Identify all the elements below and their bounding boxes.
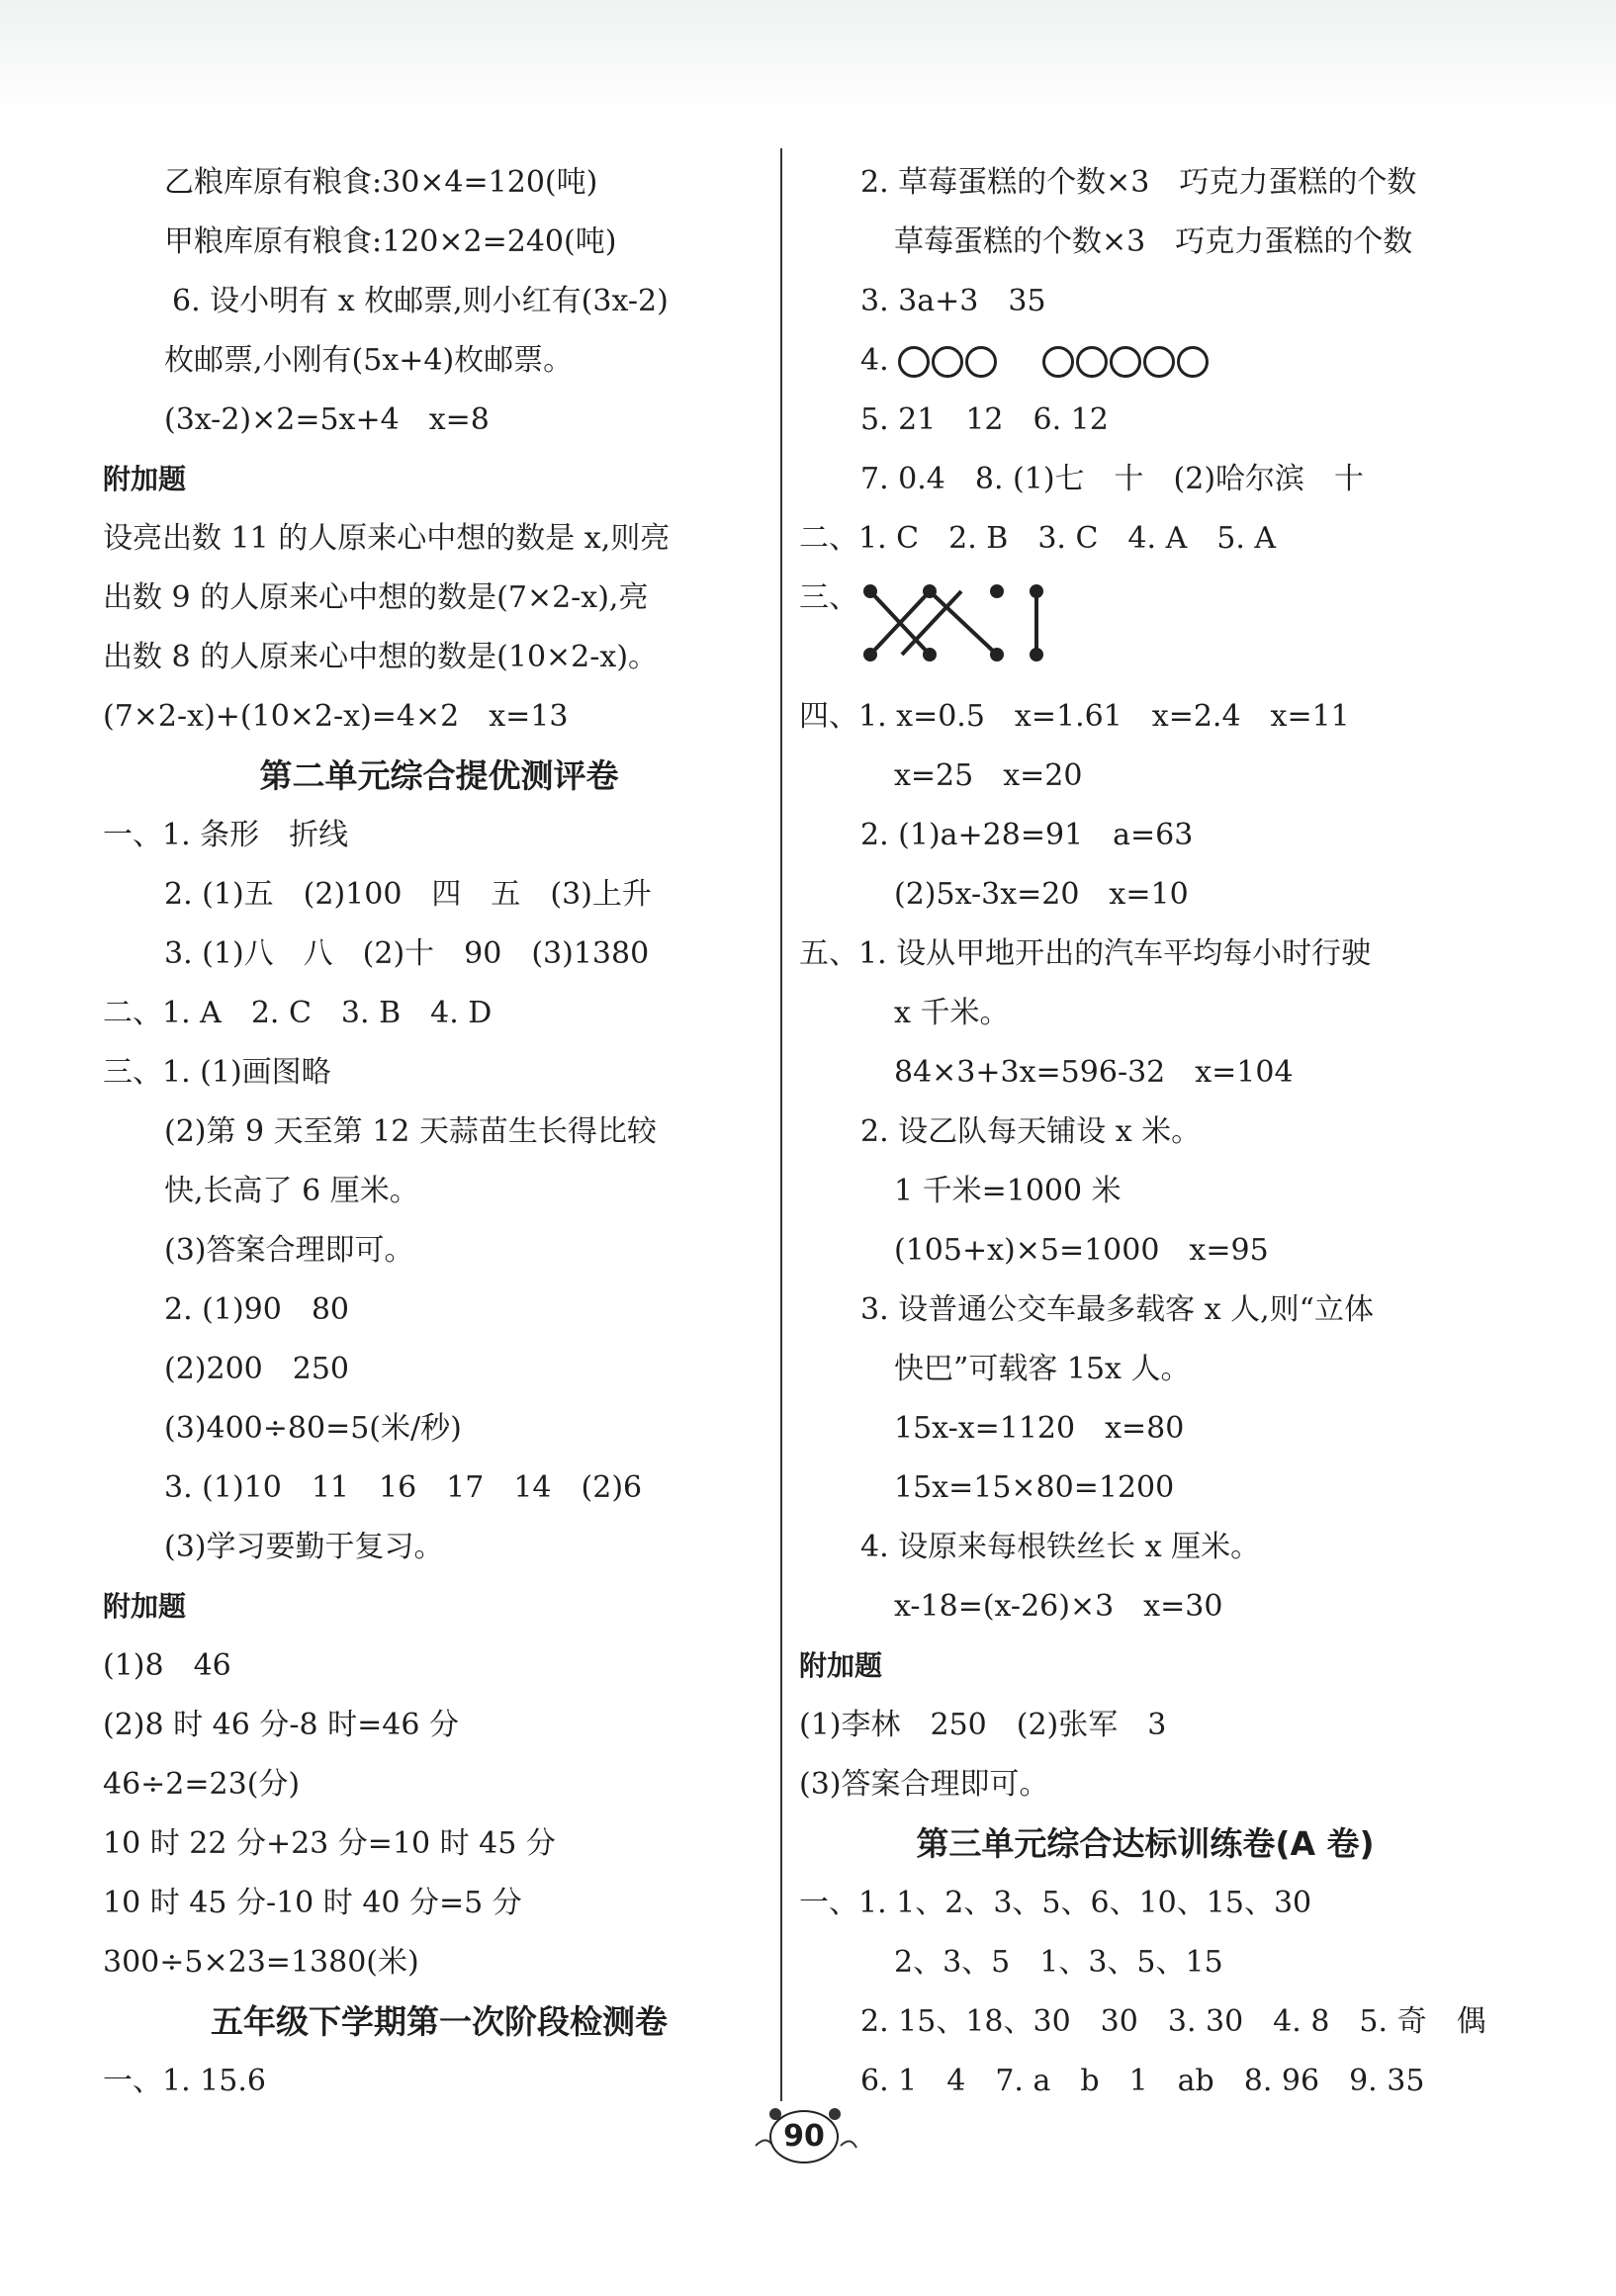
text-line: 3. 设普通公交车最多载客 x 人,则“立体 <box>860 1292 1375 1327</box>
text-line: 7. 0.4 8. (1)七 十 (2)哈尔滨 十 <box>860 462 1365 496</box>
text-line: 1 千米=1000 米 <box>894 1174 1122 1208</box>
text-line: (3x-2)×2=5x+4 x=8 <box>164 402 490 437</box>
text-line: 设亮出数 11 的人原来心中想的数是 x,则亮 <box>103 521 671 556</box>
text-line: 84×3+3x=596-32 x=104 <box>894 1055 1294 1090</box>
text-line: 草莓蛋糕的个数×3 巧克力蛋糕的个数 <box>894 224 1413 259</box>
text-line: 三、1. (1)画图略 <box>103 1055 331 1090</box>
match-line <box>902 591 961 655</box>
match-dot <box>992 650 1002 660</box>
match-dot <box>992 586 1002 596</box>
five-circles-icon <box>1042 346 1211 378</box>
text-line: 2. (1)五 (2)100 四 五 (3)上升 <box>164 877 652 912</box>
text-line: (3)答案合理即可。 <box>799 1767 1049 1802</box>
left-column <box>103 153 775 2111</box>
section-heading: 五年级下学期第一次阶段检测卷 <box>211 2002 668 2041</box>
text-line: 一、1. 条形 折线 <box>103 818 349 852</box>
right-column <box>799 153 1491 2111</box>
text-line: 2、3、5 1、3、5、15 <box>894 1945 1223 1980</box>
section-heading: 第二单元综合提优测评卷 <box>259 756 619 795</box>
text-line: 2. 设乙队每天铺设 x 米。 <box>860 1114 1202 1149</box>
text-line: (2)5x-3x=20 x=10 <box>894 877 1189 912</box>
text-line: (105+x)×5=1000 x=95 <box>894 1233 1269 1268</box>
text-line: 300÷5×23=1380(米) <box>103 1945 419 1980</box>
match-dot <box>1032 650 1041 660</box>
text-line: x 千米。 <box>894 996 1010 1030</box>
text-line: 快巴”可载客 15x 人。 <box>894 1352 1191 1386</box>
text-line: 5. 21 12 6. 12 <box>860 402 1109 437</box>
scan-top-band <box>0 0 1616 119</box>
match-dot <box>1032 586 1041 596</box>
page-number: 90 <box>769 2110 839 2164</box>
text-line: 一、1. 1、2、3、5、6、10、15、30 <box>799 1886 1312 1920</box>
text-line: 6. 设小明有 x 枚邮票,则小红有(3x-2) <box>172 284 669 318</box>
text-line: (7×2-x)+(10×2-x)=4×2 x=13 <box>103 699 569 734</box>
text-line: 快,长高了 6 厘米。 <box>164 1174 419 1208</box>
text-line: (2)第 9 天至第 12 天蒜苗生长得比较 <box>164 1114 657 1149</box>
text-line: 3. 3a+3 35 <box>860 284 1046 318</box>
match-dot <box>925 586 935 596</box>
text-line: (1)8 46 <box>103 1648 231 1683</box>
text-line: 2. 草莓蛋糕的个数×3 巧克力蛋糕的个数 <box>860 165 1417 200</box>
text-line: 3. (1)八 八 (2)十 90 (3)1380 <box>164 936 650 971</box>
text-line: 2. (1)90 80 <box>164 1292 350 1327</box>
text-line: 四、1. x=0.5 x=1.61 x=2.4 x=11 <box>799 699 1350 734</box>
text-line: (2)8 时 46 分-8 时=46 分 <box>103 1708 459 1742</box>
section-subheading: 附加题 <box>799 1649 883 1682</box>
match-dot <box>925 650 935 660</box>
text-line: 甲粮库原有粮食:120×2=240(吨) <box>164 224 617 259</box>
text-line: x-18=(x-26)×3 x=30 <box>894 1589 1223 1624</box>
text-line: (3)答案合理即可。 <box>164 1233 414 1268</box>
text-line: 二、1. C 2. B 3. C 4. A 5. A <box>799 521 1277 556</box>
text-line: (1)李林 250 (2)张军 3 <box>799 1708 1167 1742</box>
text-line: 三、 <box>799 580 858 615</box>
text-line: (3)学习要勤于复习。 <box>164 1530 444 1564</box>
question-label: 4. <box>860 343 889 378</box>
text-line: 10 时 22 分+23 分=10 时 45 分 <box>103 1826 556 1861</box>
text-line: 15x=15×80=1200 <box>894 1470 1175 1505</box>
text-line: x=25 x=20 <box>894 758 1083 793</box>
text-line: 二、1. A 2. C 3. B 4. D <box>103 996 493 1030</box>
text-line <box>799 331 1491 391</box>
column-divider <box>780 148 782 2101</box>
text-line: 五、1. 设从甲地开出的汽车平均每小时行驶 <box>799 936 1372 971</box>
three-circles-icon <box>898 346 999 378</box>
text-line: 2. (1)a+28=91 a=63 <box>860 818 1194 852</box>
text-line: 46÷2=23(分) <box>103 1767 301 1802</box>
text-line: 4. 设原来每根铁丝长 x 厘米。 <box>860 1530 1261 1564</box>
text-line: 6. 1 4 7. a b 1 ab 8. 96 9. 35 <box>860 2064 1425 2098</box>
text-line: (3)400÷80=5(米/秒) <box>164 1411 462 1446</box>
text-line: 3. (1)10 11 16 17 14 (2)6 <box>164 1470 643 1505</box>
match-dot <box>865 650 875 660</box>
page-number-badge <box>752 2106 860 2165</box>
match-dot <box>865 586 875 596</box>
text-line: 出数 9 的人原来心中想的数是(7×2-x),亮 <box>103 580 649 615</box>
text-line: 出数 8 的人原来心中想的数是(10×2-x)。 <box>103 640 659 674</box>
section-heading: 第三单元综合达标训练卷(A 卷) <box>916 1824 1375 1863</box>
text-line: 乙粮库原有粮食:30×4=120(吨) <box>164 165 598 200</box>
text-line: 2. 15、18、30 30 3. 30 4. 8 5. 奇 偶 <box>860 2004 1486 2039</box>
text-line: 一、1. 15.6 <box>103 2064 266 2098</box>
section-subheading: 附加题 <box>103 1590 187 1623</box>
matching-lines-diagram <box>799 583 1056 672</box>
text-line: 枚邮票,小刚有(5x+4)枚邮票。 <box>164 343 574 378</box>
section-subheading: 附加题 <box>103 463 187 495</box>
text-line: (2)200 250 <box>164 1352 350 1386</box>
text-line: 15x-x=1120 x=80 <box>894 1411 1185 1446</box>
text-line: 10 时 45 分-10 时 40 分=5 分 <box>103 1886 522 1920</box>
